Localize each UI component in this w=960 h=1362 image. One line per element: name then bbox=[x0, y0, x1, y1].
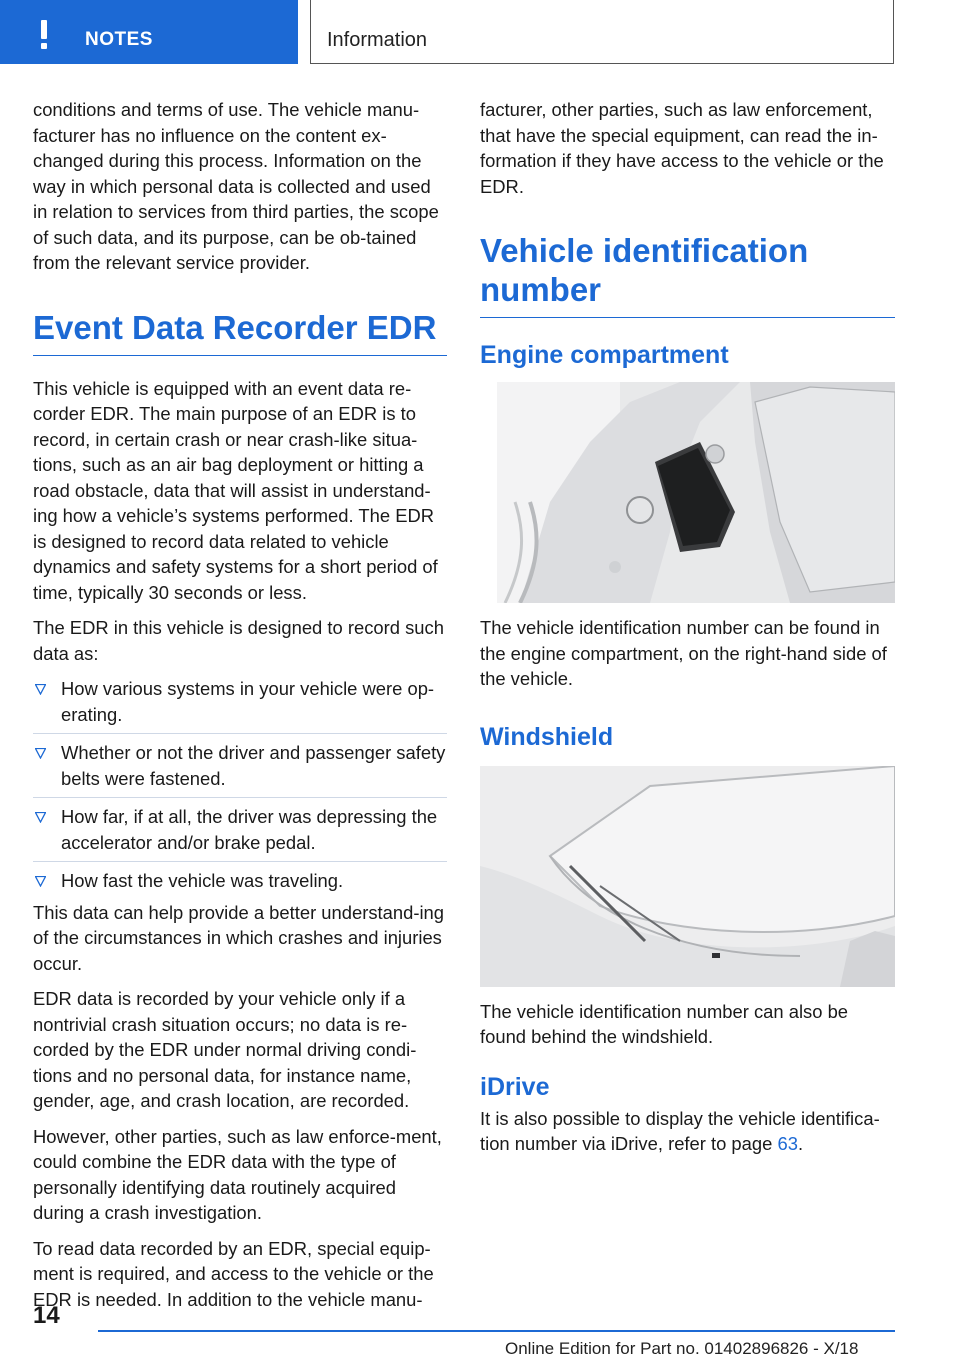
list-item bbox=[33, 740, 447, 798]
edr-paragraph-6: To read data recorded by an EDR, special equip-ment is required, and access to the vehicle or the EDR is needed. In addition to the vehicle manu- bbox=[33, 1237, 434, 1310]
left-column bbox=[33, 97, 447, 1322]
edr-data-list bbox=[33, 676, 447, 894]
list-item bbox=[33, 804, 447, 862]
engine-compartment-heading: Engine compartment bbox=[480, 341, 729, 369]
list-item-text: How fast the vehicle was traveling. bbox=[61, 870, 344, 891]
engine-compartment-caption: The vehicle identification number can be found in the engine compartment, on the right-hand side of the vehicle. bbox=[480, 617, 887, 689]
section-tab-label: NOTES bbox=[85, 29, 153, 50]
triangle-bullet-icon bbox=[35, 748, 46, 759]
intro-paragraph: conditions and terms of use. The vehicle manu-facturer has no influence on the content ex-changed during this process. Information on the way in which personal data is collected and used in relation to services from third parties, the scope of such data, and its purpose, can be ob-tained from the relevant service provider. bbox=[33, 99, 439, 273]
chapter-title: Information bbox=[327, 29, 428, 51]
page-reference-link[interactable]: 63 bbox=[777, 1133, 798, 1154]
list-item bbox=[33, 868, 447, 894]
edr-paragraph-3: This data can help provide a better understand-ing of the circumstances in which crashes and injuries occur. bbox=[33, 901, 444, 974]
windshield-caption: The vehicle identification number can also be found behind the windshield. bbox=[480, 1000, 849, 1047]
edr-paragraph-4: EDR data is recorded by your vehicle only if a nontrivial crash situation occurs; no data is re-corded by the EDR under normal driving condi-tions and no personal data, for instance name, gender, age, and crash location, are recorded. bbox=[33, 988, 417, 1111]
section-tab-notes bbox=[0, 0, 298, 64]
idrive-text-end: . bbox=[797, 1133, 804, 1154]
list-item-text: How various systems in your vehicle were op-erating. bbox=[61, 678, 435, 725]
chapter-header bbox=[310, 0, 894, 64]
idrive-paragraph bbox=[480, 1106, 895, 1157]
triangle-bullet-icon bbox=[35, 812, 46, 823]
edition-text: Online Edition for Part no. 01402896826 - X/18 bbox=[505, 1339, 859, 1358]
edr-paragraph-5: However, other parties, such as law enforce-ment, could combine the EDR data with the type of personally identifying data routinely acquired during a crash investigation. bbox=[33, 1125, 442, 1223]
list-item-text: How far, if at all, the driver was depressing the accelerator and/or brake pedal. bbox=[61, 806, 438, 853]
windshield-image bbox=[480, 766, 895, 987]
edr-paragraph-1: This vehicle is equipped with an event data re-corder EDR. The main purpose of an EDR is to record, in certain crash or near crash-like situa-tions, such as an air bag deployment or hitting a road obstacle, data that will assist in understand-ing how a vehicle’s systems performed. The EDR is designed to record data related to vehicle dynamics and safety systems for a short period of time, typically 30 seconds or less. bbox=[33, 377, 438, 603]
list-item bbox=[33, 676, 447, 734]
idrive-text: It is also possible to display the vehicle identifica-tion number via iDrive, refer to page bbox=[480, 1107, 880, 1154]
edr-paragraph-2: The EDR in this vehicle is designed to record such data as: bbox=[33, 617, 444, 664]
right-column bbox=[480, 97, 895, 1167]
list-item-text: Whether or not the driver and passenger safety belts were fastened. bbox=[61, 742, 446, 789]
windshield-heading: Windshield bbox=[480, 722, 614, 751]
engine-compartment-image bbox=[480, 382, 895, 603]
continued-paragraph: facturer, other parties, such as law enforcement, that have the special equipment, can read the in-formation if they have access to the vehicle or the EDR. bbox=[480, 99, 884, 197]
page-number: 14 bbox=[33, 1302, 60, 1329]
exclamation-icon bbox=[40, 20, 48, 50]
triangle-bullet-icon bbox=[35, 876, 46, 887]
footer-divider bbox=[98, 1330, 895, 1332]
edr-heading: Event Data Recorder EDR bbox=[33, 308, 447, 356]
vin-heading: Vehicle identification number bbox=[480, 231, 895, 318]
triangle-bullet-icon bbox=[35, 684, 46, 695]
idrive-heading: iDrive bbox=[480, 1072, 550, 1101]
